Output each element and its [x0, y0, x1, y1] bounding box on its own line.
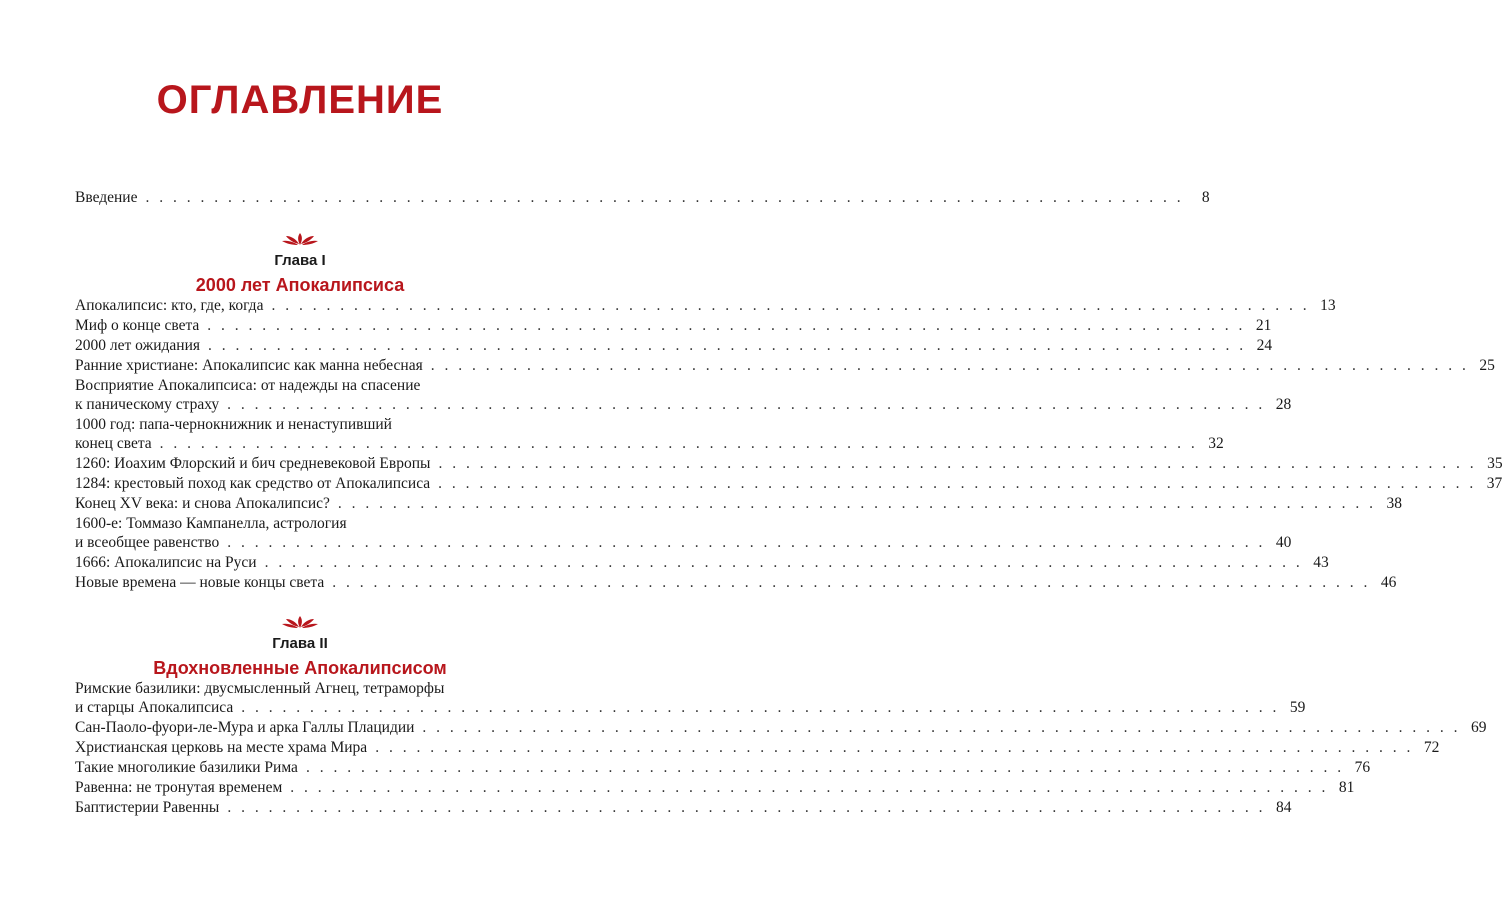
toc-entry-title: Христианская церковь на месте храма Мира — [75, 739, 368, 756]
toc-entry-title: Введение — [75, 189, 138, 206]
toc-page-number: 81 — [1338, 779, 1355, 796]
dot-leader: . . . . . . . . . . . . . . . . . . . . . . . . . . . . . . . . . . . . . . . . . . . . . . . . . . . . . . . . . . . . . . . . . . . . . . . . . . . . — [227, 396, 1266, 413]
dot-leader: . . . . . . . . . . . . . . . . . . . . . . . . . . . . . . . . . . . . . . . . . . . . . . . . . . . . . . . . . . . . . . . . . . . . . . . . . . . . — [227, 534, 1266, 551]
dot-leader: . . . . . . . . . . . . . . . . . . . . . . . . . . . . . . . . . . . . . . . . . . . . . . . . . . . . . . . . . . . . . . . . . . . . . . . . . . . . — [337, 495, 1377, 512]
dot-leader: . . . . . . . . . . . . . . . . . . . . . . . . . . . . . . . . . . . . . . . . . . . . . . . . . . . . . . . . . . . . . . . . . . . . . . . . . . . . — [227, 799, 1266, 816]
dot-leader: . . . . . . . . . . . . . . . . . . . . . . . . . . . . . . . . . . . . . . . . . . . . . . . . . . . . . . . . . . . . . . . . . . . . . . . . . . . . — [332, 574, 1371, 591]
chapter-title: Вдохновленные Апокалипсисом — [153, 658, 447, 678]
toc-entry[interactable] — [75, 454, 1503, 473]
toc-entry-title: Новые времена — новые концы света — [75, 574, 325, 591]
toc-page-number: 59 — [1289, 699, 1306, 716]
toc-entry[interactable] — [75, 738, 1440, 757]
dot-leader: . . . . . . . . . . . . . . . . . . . . . . . . . . . . . . . . . . . . . . . . . . . . . . . . . . . . . . . . . . . . . . . . . . . . . . . . . . . . — [438, 475, 1477, 492]
toc-entry[interactable] — [75, 188, 1210, 207]
toc-entry[interactable] — [75, 356, 1495, 375]
toc-page-number: 76 — [1354, 759, 1371, 776]
toc-entry-title: 1284: крестовый поход как средство от Апокалипсиса — [75, 475, 431, 492]
toc-entry-title: и старцы Апокалипсиса — [75, 699, 234, 716]
toc-entry[interactable] — [75, 474, 1503, 493]
toc-page-number: 21 — [1255, 317, 1272, 334]
toc-entry[interactable] — [75, 514, 1292, 552]
toc-page-number: 46 — [1380, 574, 1397, 591]
toc-entry-title: 1666: Апокалипсис на Руси — [75, 554, 257, 571]
toc-entry-title: и всеобщее равенство — [75, 534, 220, 551]
chapter-label: Глава I — [274, 252, 326, 269]
toc-page-number: 40 — [1275, 534, 1292, 551]
toc-entry-title: 1260: Иоахим Флорский и бич средневековой Европы — [75, 455, 431, 472]
toc-page-number: 35 — [1487, 455, 1503, 472]
toc-entry-title: 2000 лет ожидания — [75, 337, 200, 354]
toc-page-number: 84 — [1275, 799, 1292, 816]
dot-leader: . . . . . . . . . . . . . . . . . . . . . . . . . . . . . . . . . . . . . . . . . . . . . . . . . . . . . . . . . . . . . . . . . . . . . . . . . . . . — [264, 554, 1303, 571]
dot-leader: . . . . . . . . . . . . . . . . . . . . . . . . . . . . . . . . . . . . . . . . . . . . . . . . . . . . . . . . . . . . . . . . . . . . . . . . . . . . — [145, 189, 1184, 206]
toc-entry[interactable] — [75, 679, 1306, 717]
toc-page-number: 69 — [1471, 719, 1487, 736]
toc-entry[interactable] — [75, 296, 1336, 315]
toc-entry[interactable] — [75, 316, 1272, 335]
dot-leader: . . . . . . . . . . . . . . . . . . . . . . . . . . . . . . . . . . . . . . . . . . . . . . . . . . . . . . . . . . . . . . . . . . . . . . . . . . . . — [271, 297, 1310, 314]
toc-page-number: 37 — [1486, 475, 1503, 492]
toc-page-number: 8 — [1201, 189, 1210, 206]
leaf-ornament-icon — [281, 232, 319, 246]
toc-page-number: 24 — [1256, 337, 1273, 354]
toc-entry[interactable] — [75, 336, 1273, 355]
toc-entry-title: Такие многоликие базилики Рима — [75, 759, 298, 776]
toc-entry[interactable] — [75, 494, 1403, 513]
toc-entry-title: Апокалипсис: кто, где, когда — [75, 297, 264, 314]
chapter-label: Глава II — [272, 635, 328, 652]
toc-entry-title: Равенна: не тронутая временем — [75, 779, 283, 796]
dot-leader: . . . . . . . . . . . . . . . . . . . . . . . . . . . . . . . . . . . . . . . . . . . . . . . . . . . . . . . . . . . . . . . . . . . . . . . . . . . . — [422, 719, 1461, 736]
dot-leader: . . . . . . . . . . . . . . . . . . . . . . . . . . . . . . . . . . . . . . . . . . . . . . . . . . . . . . . . . . . . . . . . . . . . . . . . . . . . — [208, 337, 1247, 354]
dot-leader: . . . . . . . . . . . . . . . . . . . . . . . . . . . . . . . . . . . . . . . . . . . . . . . . . . . . . . . . . . . . . . . . . . . . . . . . . . . . — [159, 435, 1198, 452]
toc-page-number: 13 — [1320, 297, 1336, 314]
toc-entry-title: Миф о конце света — [75, 317, 200, 334]
toc-entry[interactable] — [75, 415, 1224, 453]
dot-leader: . . . . . . . . . . . . . . . . . . . . . . . . . . . . . . . . . . . . . . . . . . . . . . . . . . . . . . . . . . . . . . . . . . . . . . . . . . . . — [375, 739, 1414, 756]
toc-page-number: 25 — [1479, 357, 1495, 374]
toc-entry[interactable] — [75, 798, 1292, 817]
page-title: ОГЛАВЛЕНИЕ — [156, 78, 444, 122]
dot-leader: . . . . . . . . . . . . . . . . . . . . . . . . . . . . . . . . . . . . . . . . . . . . . . . . . . . . . . . . . . . . . . . . . . . . . . . . . . . . — [207, 317, 1246, 334]
toc-entry-title: Баптистерии Равенны — [75, 799, 220, 816]
toc-entry[interactable] — [75, 758, 1371, 777]
toc-entry-title: к паническому страху — [75, 396, 220, 413]
dot-leader: . . . . . . . . . . . . . . . . . . . . . . . . . . . . . . . . . . . . . . . . . . . . . . . . . . . . . . . . . . . . . . . . . . . . . . . . . . . . — [241, 699, 1280, 716]
toc-entry[interactable] — [75, 778, 1355, 797]
toc-entry[interactable] — [75, 718, 1487, 737]
toc-page-number: 38 — [1386, 495, 1403, 512]
toc-entry-title: Восприятие Апокалипсиса: от надежды на спасение — [75, 377, 421, 394]
toc-entry-title: 1000 год: папа-чернокнижник и ненаступивший — [75, 416, 392, 433]
toc-entry-title: Ранние христиане: Апокалипсис как манна небесная — [75, 357, 423, 374]
toc-page-number: 72 — [1423, 739, 1440, 756]
toc-page-number: 32 — [1208, 435, 1224, 452]
chapter-title: 2000 лет Апокалипсиса — [195, 275, 405, 295]
toc-entry-title: Сан-Паоло-фуори-ле-Мура и арка Галлы Плацидии — [75, 719, 415, 736]
toc-entry[interactable] — [75, 553, 1329, 572]
toc-entry-title: Конец XV века: и снова Апокалипсис? — [75, 495, 330, 512]
toc-page-number: 28 — [1275, 396, 1292, 413]
toc-entry-title: Римские базилики: двусмысленный Агнец, тетраморфы — [75, 680, 445, 697]
leaf-ornament-icon — [281, 615, 319, 629]
toc-page-number: 43 — [1313, 554, 1329, 571]
dot-leader: . . . . . . . . . . . . . . . . . . . . . . . . . . . . . . . . . . . . . . . . . . . . . . . . . . . . . . . . . . . . . . . . . . . . . . . . . . . . — [438, 455, 1477, 472]
dot-leader: . . . . . . . . . . . . . . . . . . . . . . . . . . . . . . . . . . . . . . . . . . . . . . . . . . . . . . . . . . . . . . . . . . . . . . . . . . . . — [305, 759, 1345, 776]
toc-entry[interactable] — [75, 376, 1292, 414]
dot-leader: . . . . . . . . . . . . . . . . . . . . . . . . . . . . . . . . . . . . . . . . . . . . . . . . . . . . . . . . . . . . . . . . . . . . . . . . . . . . — [430, 357, 1469, 374]
dot-leader: . . . . . . . . . . . . . . . . . . . . . . . . . . . . . . . . . . . . . . . . . . . . . . . . . . . . . . . . . . . . . . . . . . . . . . . . . . . . — [290, 779, 1329, 796]
toc-entry-title: 1600-е: Томмазо Кампанелла, астрология — [75, 515, 347, 532]
toc-entry-title: конец света — [75, 435, 152, 452]
toc-entry[interactable] — [75, 573, 1397, 592]
